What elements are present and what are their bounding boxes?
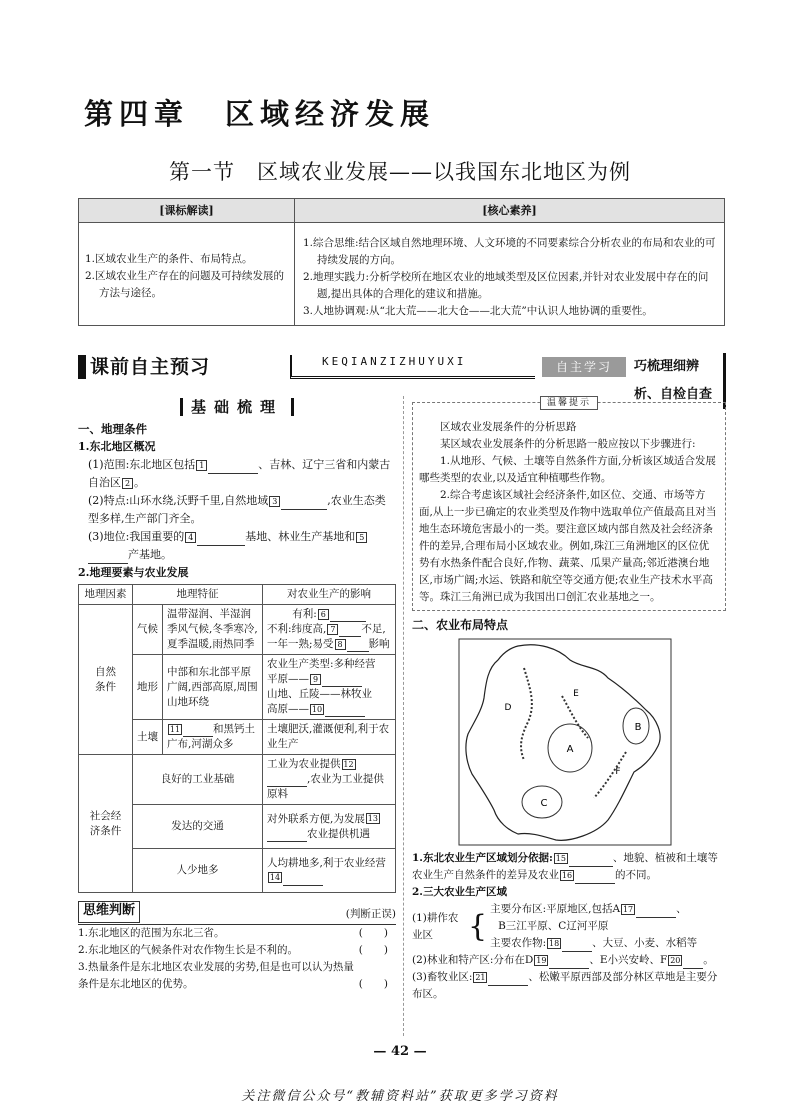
basics-heading: 基础梳理: [78, 398, 396, 416]
blank-field[interactable]: [683, 955, 703, 969]
blank-number: 3: [269, 496, 280, 507]
blank-number: 12: [343, 759, 354, 769]
blank-field[interactable]: [322, 673, 362, 687]
standards-right-header: [核心素养]: [295, 199, 724, 223]
terrain-feature: 中部和东北部平原广阔,西部高原,周围山地环绕: [163, 655, 263, 720]
tip-label: 温馨提示: [540, 396, 598, 410]
standards-left-item: 2.区域农业生产存在的问题及可持续发展的方法与途径。: [85, 270, 285, 299]
chapter-number: 第四章: [84, 97, 190, 131]
chapter-title: [84, 92, 435, 133]
map-label-c: C: [540, 798, 548, 809]
standards-right-item: 2.地理实践力:分析学校所在地区农业的地域类型及区位因素,并针对农业发展中存在的问题,提出具体的合理化的建议和措施。: [303, 271, 709, 300]
blank-number: 19: [536, 955, 547, 965]
blank-field[interactable]: [88, 550, 128, 564]
social-label: 社会经济条件: [79, 755, 133, 893]
forest-zone: (2)林业和特产区:分布在D 19 、E小兴安岭、F 20 。: [412, 952, 726, 969]
banner-tag: 自主学习: [542, 357, 626, 377]
scope-line: (1)范围:东北地区包括 1 、吉林、辽宁三省和内蒙古自治区 2 。: [88, 458, 391, 489]
tip-paragraph: 某区域农业发展条件的分析思路一般应按以下步骤进行:: [440, 438, 696, 450]
soil-feature: 11 和黑钙土广布,河湖众多: [163, 720, 263, 755]
xiao-xinganling-range: [562, 696, 588, 738]
blank-field[interactable]: [281, 496, 327, 510]
three-zones-heading: 2.三大农业生产区域: [412, 886, 507, 898]
blank-number: 7: [327, 624, 338, 635]
chapter-name: 区域经济发展: [225, 97, 436, 131]
page-number: — 42 —: [373, 1044, 427, 1059]
column-divider: [403, 396, 404, 1036]
blank-field[interactable]: [636, 904, 676, 918]
farming-zone: (1)耕作农业区 { 主要分布区:平原地区,包括A 17 、 B三江平原、C辽河平原 主要农作物: 18 、大豆、小麦、水稻等: [412, 901, 726, 952]
transport-effect: 对外联系方便,为发展 13农业提供机遇: [263, 805, 396, 849]
table-header: 地理特征: [133, 585, 263, 605]
judgement-header: [78, 901, 396, 925]
blank-number: 5: [356, 532, 367, 543]
map-label-e: E: [573, 689, 579, 699]
right-column: [412, 396, 726, 1003]
blank-number: 15: [555, 853, 566, 863]
da-xinganling-range: [521, 668, 532, 760]
standards-left-header: [课标解读]: [79, 199, 295, 223]
blank-field[interactable]: [488, 972, 528, 986]
banner-motto: 巧梳理细辨析、自检自查: [634, 353, 726, 409]
blank-field[interactable]: [197, 532, 245, 546]
soil-label: 土壤: [133, 720, 163, 755]
table-header: 对农业生产的影响: [263, 585, 396, 605]
judgement-item: 3.热量条件是东北地区农业发展的劣势,但是也可以认为热量条件是东北地区的优势。 ( ): [78, 959, 396, 993]
status-line: (3)地位:我国重要的 4 基地、林业生产基地和 5产基地。: [78, 528, 396, 564]
section-title: 第一节 区域农业发展——以我国东北地区为例: [169, 160, 631, 184]
sub-northeast-overview: 1.东北地区概况: [78, 440, 156, 453]
industry-effect: 工业为农业提供 12,农业为工业提供原料: [263, 755, 396, 805]
blank-number: 6: [318, 609, 329, 620]
answer-paren[interactable]: ( ): [358, 944, 388, 956]
blank-number: 16: [561, 870, 573, 880]
brace: {: [468, 908, 488, 944]
terrain-label: 地形: [133, 655, 163, 720]
footer-note: 关注微信公众号“教辅资料站”获取更多学习资料: [241, 1089, 559, 1104]
climate-effect: 有利: 6 不利:纬度高, 7 不足,一年一熟;易受 8 影响: [263, 605, 396, 655]
map-label-d: D: [504, 703, 512, 713]
map-label-a: A: [566, 744, 574, 755]
blank-field[interactable]: [562, 938, 592, 952]
blank-number: 13: [367, 814, 378, 823]
soil-effect: 土壤肥沃,灌溉便利,利于农业生产: [263, 720, 396, 755]
judgement-hint: (判断正误): [345, 908, 396, 920]
standards-right-body: [295, 223, 724, 325]
answer-paren[interactable]: ( ): [358, 978, 388, 990]
blank-field[interactable]: [283, 872, 323, 886]
blank-field[interactable]: [347, 638, 369, 652]
table-header: 地理因素: [79, 585, 133, 605]
terrain-effect: 农业生产类型:多种经营 平原—— 9 山地、丘陵——林牧业 高原—— 10: [263, 655, 396, 720]
standards-left-item: 1.区域农业生产的条件、布局特点。: [85, 253, 253, 265]
banner-pinyin: KEQIANZIZHUYUXI: [290, 355, 535, 379]
banner-title: 课前自主预习: [90, 356, 211, 378]
blank-field[interactable]: [183, 723, 213, 737]
blank-number: 11: [169, 724, 181, 734]
blank-number: 9: [310, 674, 321, 685]
answer-paren[interactable]: ( ): [358, 927, 388, 939]
industry-label: 良好的工业基础: [133, 755, 263, 805]
blank-field[interactable]: [569, 853, 613, 867]
blank-number: 21: [475, 972, 486, 982]
left-column: [78, 396, 396, 993]
blank-number: 10: [311, 704, 323, 714]
blank-number: 2: [122, 478, 133, 489]
blank-field[interactable]: [267, 773, 307, 787]
blank-field[interactable]: [208, 460, 258, 474]
climate-label: 气候: [133, 605, 163, 655]
feature-line: (2)特点:山环水绕,沃野千里,自然地域 3 ,农业生态类型多样,生产部门齐全。: [88, 494, 386, 525]
northeast-map: [458, 638, 672, 846]
blank-field[interactable]: [267, 828, 307, 842]
map-label-f: F: [615, 767, 621, 777]
population-label: 人少地多: [133, 849, 263, 893]
sub-geo-elements: 2.地理要素与农业发展: [78, 566, 189, 579]
map-label-b: B: [634, 722, 642, 733]
changbai-range: [594, 752, 626, 798]
judgement-item: 2.东北地区的气候条件对农作物生长是不利的。 ( ): [78, 942, 396, 959]
climate-feature: 温带湿润、半湿润季风气候,冬季寒冷,夏季温暖,雨热同季: [163, 605, 263, 655]
section-geo-conditions: 一、地理条件: [78, 422, 147, 436]
judgement-item: 1.东北地区的范围为东北三省。 ( ): [78, 925, 396, 942]
preview-banner: [78, 353, 726, 402]
blank-number: 14: [269, 873, 281, 882]
blank-number: 4: [185, 532, 196, 543]
tip-title: 区域农业发展条件的分析思路: [440, 421, 577, 433]
standards-left-body: [79, 223, 295, 325]
standards-right-item: 3.人地协调观:从“北大荒——北大仓——北大荒”中认识人地协调的重要性。: [303, 305, 653, 317]
blank-field[interactable]: [330, 608, 366, 622]
natural-label: 自然条件: [79, 605, 133, 755]
layout-section-title: 二、农业布局特点: [412, 618, 509, 632]
population-effect: 人均耕地多,利于农业经营14: [263, 849, 396, 893]
basis-line: 1.东北农业生产区域划分依据: 15 、地貌、植被和土壤等农业生产自然条件的差异及农业 16 的不同。: [412, 850, 726, 884]
blank-field[interactable]: [325, 703, 365, 717]
judgement-title: 思维判断: [78, 901, 140, 923]
blank-number: 18: [549, 938, 560, 948]
banner-marker: [78, 355, 86, 379]
blank-number: 1: [196, 460, 207, 471]
blank-field[interactable]: [575, 870, 615, 884]
tip-paragraph: 2.综合考虑该区域社会经济条件,如区位、交通、市场等方面,从上一步已确定的农业类型及作物中选取单位产值最高且对当地生态环境危害最小的一类。要注意区域内部自然及社会经济条件的差异,合理布局小区域农业。例如,珠江三角洲地区的区位优势有水热条件配合良好,作物、蔬菜、瓜果产量高;邻近港澳台地区,市场广阔;水运、铁路和航空等交通方便;农业生产技术水平高等。珠江三角洲已成为我国出口创汇农业基地之一。: [419, 489, 717, 603]
tip-paragraph: 1.从地形、气候、土壤等自然条件方面,分析该区域适合发展哪些类型的农业,以及适宜种植哪些作物。: [419, 455, 716, 484]
blank-field[interactable]: [549, 955, 589, 969]
blank-field[interactable]: [339, 623, 361, 637]
blank-number: 8: [335, 639, 346, 650]
standards-right-item: 1.综合思维:结合区域自然地理环境、人文环境的不同要素综合分析农业的布局和农业的可持续发展的方向。: [303, 237, 716, 266]
blank-number: 20: [670, 955, 681, 965]
transport-label: 发达的交通: [133, 805, 263, 849]
tip-box: [412, 398, 726, 611]
farming-zone-details: 主要分布区:平原地区,包括A 17 、 B三江平原、C辽河平原 主要农作物: 18 、大豆、小麦、水稻等: [490, 901, 697, 952]
standards-table: [78, 198, 725, 326]
herding-zone: (3)畜牧业区: 21 、松嫩平原西部及部分林区草地是主要分布区。: [412, 971, 718, 1000]
geo-elements-table: [78, 584, 396, 893]
blank-number: 17: [622, 904, 634, 914]
